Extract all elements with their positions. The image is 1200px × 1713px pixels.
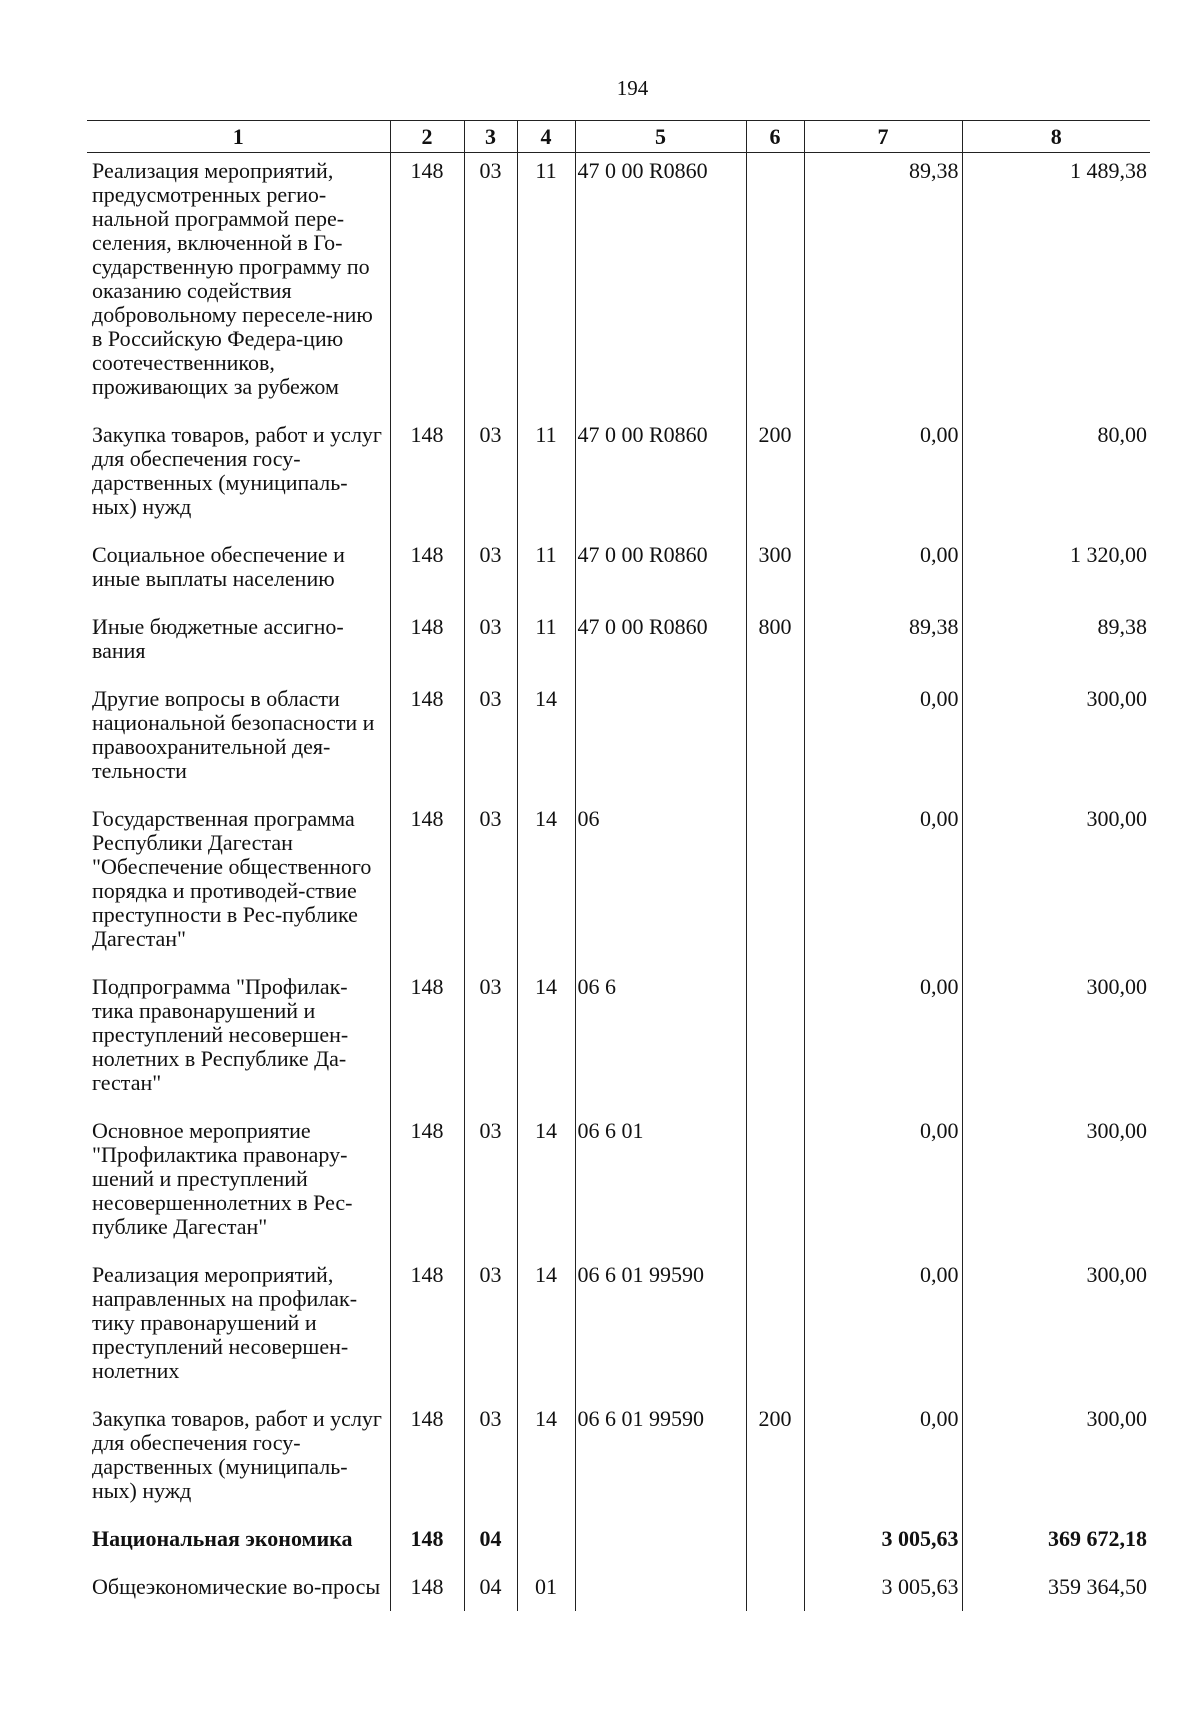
target-article-cell: 06 6 01 (575, 1113, 746, 1257)
code-cell: 148 (390, 1401, 464, 1521)
item-name-cell: Национальная экономика (92, 1526, 353, 1551)
target-article-cell: 47 0 00 R0860 (575, 417, 746, 537)
target-article-cell: 06 (575, 801, 746, 969)
section-cell: 03 (464, 1113, 517, 1257)
item-name-cell: Реализация мероприятий, предусмотренных регио-нальной программой пере-селения, включенной в Го-сударственную программу по оказанию содействия добровольному переселе-нию в Российскую Федера-цию соотечественников, проживающих за рубежом (92, 158, 373, 399)
amount-cell: 0,00 (804, 681, 962, 801)
code-cell: 148 (390, 1257, 464, 1401)
table-row (87, 1569, 1150, 1611)
item-name-cell: Закупка товаров, работ и услуг для обеспечения госу-дарственных (муниципаль-ных) нужд (92, 422, 382, 519)
section-cell: 03 (464, 1401, 517, 1521)
item-name-cell: Социальное обеспечение и иные выплаты населению (92, 542, 345, 591)
column-header-5: 5 (575, 121, 746, 153)
subsection-cell: 14 (517, 1401, 575, 1521)
item-name-cell: Закупка товаров, работ и услуг для обеспечения госу-дарственных (муниципаль-ных) нужд (92, 1406, 382, 1503)
table-row (87, 1401, 1150, 1521)
section-cell: 03 (464, 537, 517, 609)
amount-cell: 0,00 (804, 417, 962, 537)
table-row (87, 537, 1150, 609)
amount-cell: 0,00 (804, 1401, 962, 1521)
amount-cell: 3 005,63 (804, 1569, 962, 1611)
subsection-cell: 01 (517, 1569, 575, 1611)
table-row (87, 1521, 1150, 1569)
table-row (87, 801, 1150, 969)
expense-type-cell: 800 (746, 609, 804, 681)
page-number: 194 (616, 76, 649, 100)
item-name-cell: Подпрограмма "Профилак-тика правонарушений и преступлений несовершен-нолетних в Республике Да-гестан" (92, 974, 349, 1095)
table-row (87, 969, 1150, 1113)
item-name-cell: Другие вопросы в области национальной безопасности и правоохранительной дея-тельности (92, 686, 375, 783)
amount-cell: 0,00 (804, 537, 962, 609)
code-cell: 148 (390, 681, 464, 801)
code-cell: 148 (390, 609, 464, 681)
code-cell: 148 (390, 1521, 464, 1569)
total-amount-cell: 300,00 (962, 969, 1150, 1113)
amount-cell: 89,38 (804, 153, 962, 418)
expense-type-cell (746, 1569, 804, 1611)
target-article-cell (575, 681, 746, 801)
section-cell: 03 (464, 609, 517, 681)
column-header-3: 3 (464, 121, 517, 153)
total-amount-cell: 300,00 (962, 1401, 1150, 1521)
item-name-cell: Иные бюджетные ассигно-вания (92, 614, 344, 663)
target-article-cell (575, 1569, 746, 1611)
total-amount-cell: 369 672,18 (962, 1521, 1150, 1569)
section-cell: 03 (464, 969, 517, 1113)
expense-type-cell (746, 681, 804, 801)
total-amount-cell: 359 364,50 (962, 1569, 1150, 1611)
subsection-cell: 11 (517, 537, 575, 609)
subsection-cell: 11 (517, 609, 575, 681)
column-header-1: 1 (87, 121, 390, 153)
expense-type-cell (746, 1521, 804, 1569)
target-article-cell (575, 1521, 746, 1569)
table-row (87, 1257, 1150, 1401)
section-cell: 03 (464, 1257, 517, 1401)
total-amount-cell: 300,00 (962, 681, 1150, 801)
table-row (87, 1113, 1150, 1257)
column-header-2: 2 (390, 121, 464, 153)
amount-cell: 89,38 (804, 609, 962, 681)
subsection-cell: 14 (517, 969, 575, 1113)
budget-table (87, 120, 1150, 1611)
section-cell: 04 (464, 1569, 517, 1611)
section-cell: 04 (464, 1521, 517, 1569)
subsection-cell: 14 (517, 681, 575, 801)
expense-type-cell: 200 (746, 1401, 804, 1521)
code-cell: 148 (390, 1569, 464, 1611)
code-cell: 148 (390, 969, 464, 1113)
code-cell: 148 (390, 537, 464, 609)
code-cell: 148 (390, 153, 464, 418)
item-name-cell: Основное мероприятие "Профилактика правонару-шений и преступлений несовершеннолетних в Рес-публике Дагестан" (92, 1118, 353, 1239)
subsection-cell: 11 (517, 153, 575, 418)
target-article-cell: 06 6 01 99590 (575, 1257, 746, 1401)
total-amount-cell: 80,00 (962, 417, 1150, 537)
table-row (87, 153, 1150, 418)
target-article-cell: 47 0 00 R0860 (575, 153, 746, 418)
subsection-cell: 14 (517, 1113, 575, 1257)
amount-cell: 3 005,63 (804, 1521, 962, 1569)
section-cell: 03 (464, 681, 517, 801)
item-name-cell: Реализация мероприятий, направленных на профилак-тику правонарушений и преступлений несовершен-нолетних (92, 1262, 358, 1383)
code-cell: 148 (390, 417, 464, 537)
expense-type-cell (746, 969, 804, 1113)
subsection-cell: 14 (517, 801, 575, 969)
expense-type-cell (746, 801, 804, 969)
table-row (87, 609, 1150, 681)
column-header-4: 4 (517, 121, 575, 153)
item-name-cell: Общеэкономические во-просы (92, 1574, 381, 1599)
subsection-cell: 14 (517, 1257, 575, 1401)
amount-cell: 0,00 (804, 969, 962, 1113)
section-cell: 03 (464, 153, 517, 418)
total-amount-cell: 89,38 (962, 609, 1150, 681)
total-amount-cell: 300,00 (962, 801, 1150, 969)
column-header-6: 6 (746, 121, 804, 153)
total-amount-cell: 300,00 (962, 1113, 1150, 1257)
expense-type-cell (746, 153, 804, 418)
column-header-7: 7 (804, 121, 962, 153)
column-header-8: 8 (962, 121, 1150, 153)
section-cell: 03 (464, 801, 517, 969)
table-header-row (87, 121, 1150, 153)
expense-type-cell (746, 1257, 804, 1401)
subsection-cell: 11 (517, 417, 575, 537)
item-name-cell: Государственная программа Республики Дагестан "Обеспечение общественного порядка и противодей-ствие преступности в Рес-публике Дагестан" (92, 806, 372, 951)
target-article-cell: 06 6 01 99590 (575, 1401, 746, 1521)
expense-type-cell (746, 1113, 804, 1257)
target-article-cell: 47 0 00 R0860 (575, 609, 746, 681)
target-article-cell: 47 0 00 R0860 (575, 537, 746, 609)
table-row (87, 681, 1150, 801)
total-amount-cell: 1 489,38 (962, 153, 1150, 418)
expense-type-cell: 300 (746, 537, 804, 609)
code-cell: 148 (390, 801, 464, 969)
total-amount-cell: 300,00 (962, 1257, 1150, 1401)
amount-cell: 0,00 (804, 1257, 962, 1401)
expense-type-cell: 200 (746, 417, 804, 537)
amount-cell: 0,00 (804, 1113, 962, 1257)
table-row (87, 417, 1150, 537)
section-cell: 03 (464, 417, 517, 537)
subsection-cell (517, 1521, 575, 1569)
total-amount-cell: 1 320,00 (962, 537, 1150, 609)
amount-cell: 0,00 (804, 801, 962, 969)
code-cell: 148 (390, 1113, 464, 1257)
table-body (87, 153, 1150, 1612)
target-article-cell: 06 6 (575, 969, 746, 1113)
